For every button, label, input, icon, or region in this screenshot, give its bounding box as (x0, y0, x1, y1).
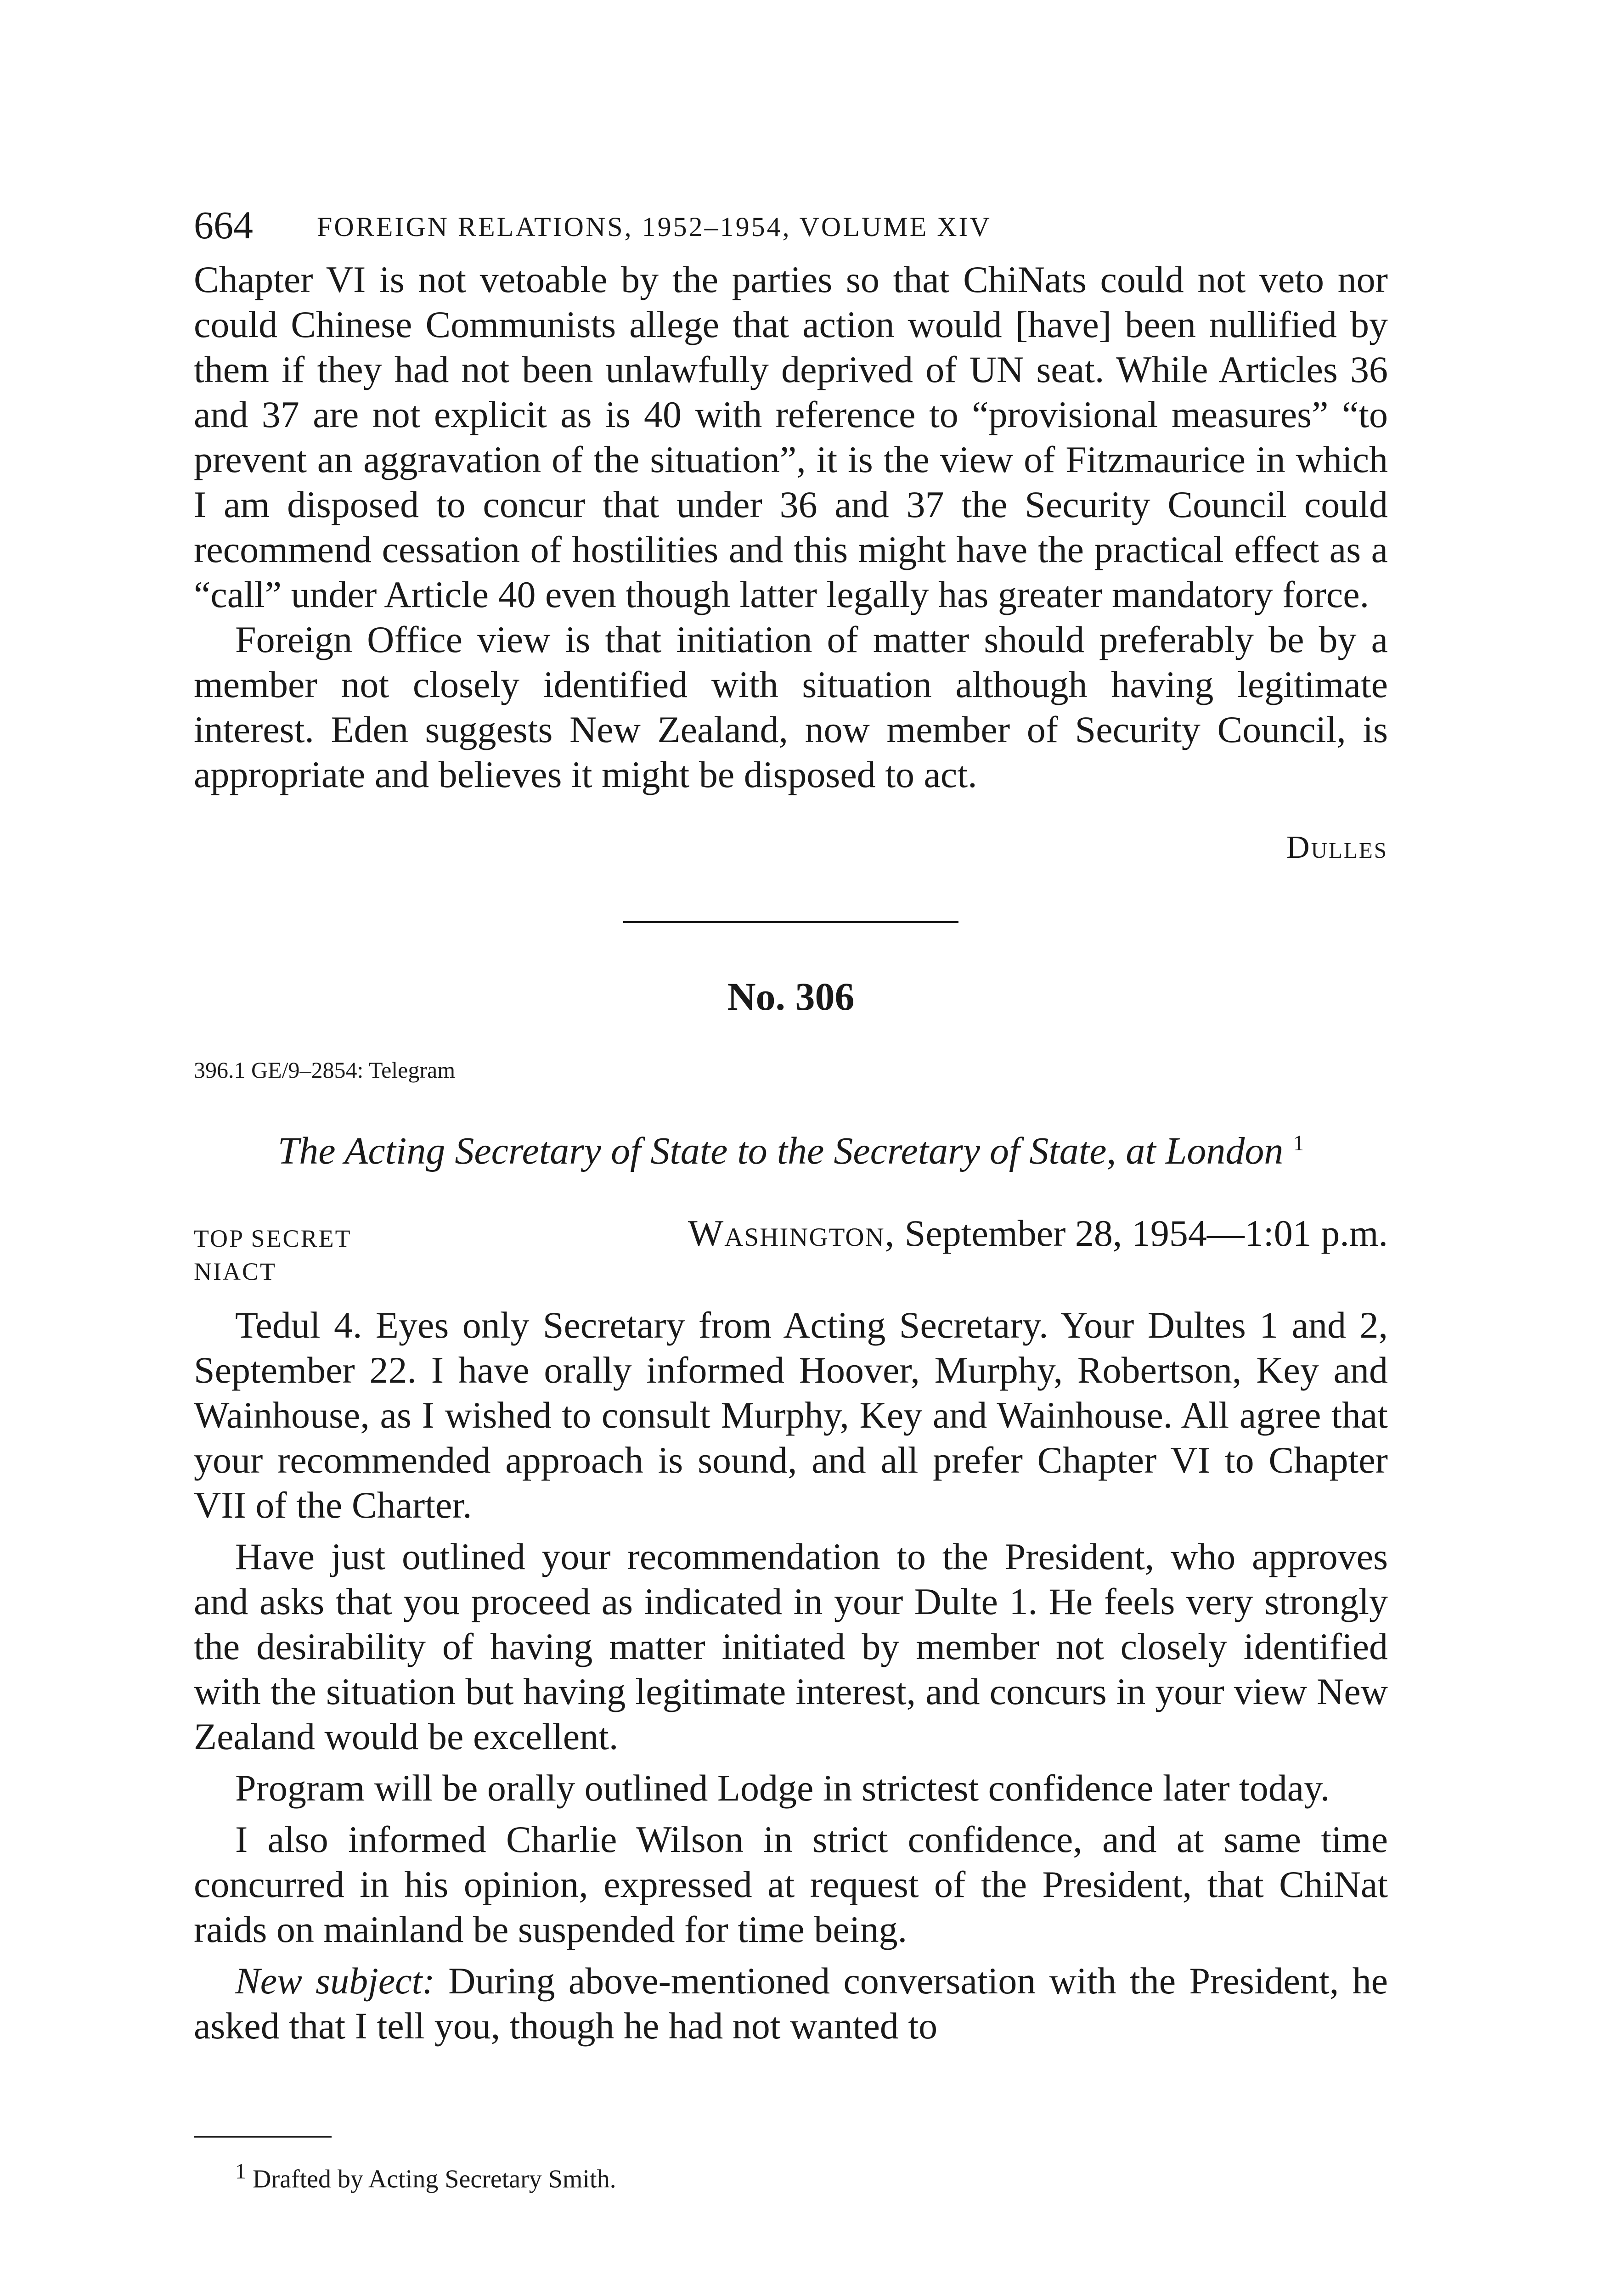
document-number: No. 306 (727, 974, 855, 1019)
dateline-place: Washington, (688, 1212, 896, 1254)
section-divider (623, 921, 958, 923)
signature: Dulles (1286, 830, 1388, 865)
paragraph-lead-italic: New subject: (235, 1960, 435, 2002)
telegram-paragraph-4: I also informed Charlie Wilson in strict confidence, and at same time concurred in his opinion, expressed at request of the President, that ChiNat raids on mainland be suspended for time being. (194, 1818, 1388, 1950)
document-page (194, 202, 1388, 2195)
precedence-label: NIACT (194, 1258, 276, 1285)
dateline (688, 1211, 1388, 1256)
file-reference: 396.1 GE/9–2854: Telegram (194, 1057, 456, 1083)
paragraph-5-text: During above-mentioned conversation with the President, he asked that I tell you, though he had not wanted to (194, 1960, 1388, 2047)
telegram-paragraph-2: Have just outlined your recommendation to the President, who approves and asks that you proceed as indicated in your Dulte 1. He feels very strongly the desirability of having matter initiated by member not closely identified with the situation but having legitimate interest, and concurs in your view New Zealand would be excellent. (194, 1536, 1388, 1757)
dateline-date: September 28, 1954—1:01 p.m. (904, 1212, 1388, 1254)
telegram-paragraph-5 (194, 1958, 1388, 2048)
footnote-marker: 1 (235, 2159, 246, 2183)
continuation-paragraph-2: Foreign Office view is that initiation of matter should preferably be by a member not closely identified with situation although having legitimate interest. Eden suggests New Zealand, now member of Security Council, is appropriate and believes it might be disposed to act. (194, 619, 1388, 795)
footnote-text: Drafted by Acting Secretary Smith. (246, 2165, 616, 2194)
document-heading (194, 1120, 1388, 1174)
telegram-header (194, 1211, 1388, 1303)
telegram-paragraph-3: Program will be orally outlined Lodge in strictest confidence later today. (235, 1767, 1330, 1809)
continuation-paragraph-1: Chapter VI is not vetoable by the parties so that ChiNats could not veto nor could Chinese Communists allege that action would [have] been nullified by them if they had not been unlawfully deprived of UN seat. While Articles 36 and 37 are not explicit as is 40 with reference to “provisional measures” “to prevent an aggravation of the situation”, it is the view of Fitzmaurice in which I am disposed to concur that under 36 and 37 the Security Council could recommend cessation of hostilities and this might have the practical effect as a “call” under Article 40 even though latter legally has greater mandatory force. (194, 259, 1388, 615)
classification-label: TOP SECRET (194, 1225, 352, 1252)
document-heading-text: The Acting Secretary of State to the Secretary of State, at London (277, 1130, 1284, 1172)
footnote (194, 2156, 1388, 2195)
heading-footnote-marker: 1 (1293, 1131, 1304, 1155)
telegram-paragraph-1: Tedul 4. Eyes only Secretary from Acting Secretary. Your Dultes 1 and 2, September 22. I have orally informed Hoover, Murphy, Robertson, Key and Wainhouse, as I wished to consult Murphy, Key and Wainhouse. All agree that your recommended approach is sound, and all prefer Chapter VI to Chapter VII of the Charter. (194, 1304, 1388, 1526)
footnote-rule (194, 2136, 332, 2138)
running-head (194, 202, 1388, 257)
running-title: FOREIGN RELATIONS, 1952–1954, VOLUME XIV (317, 212, 992, 242)
page-number: 664 (194, 203, 253, 247)
